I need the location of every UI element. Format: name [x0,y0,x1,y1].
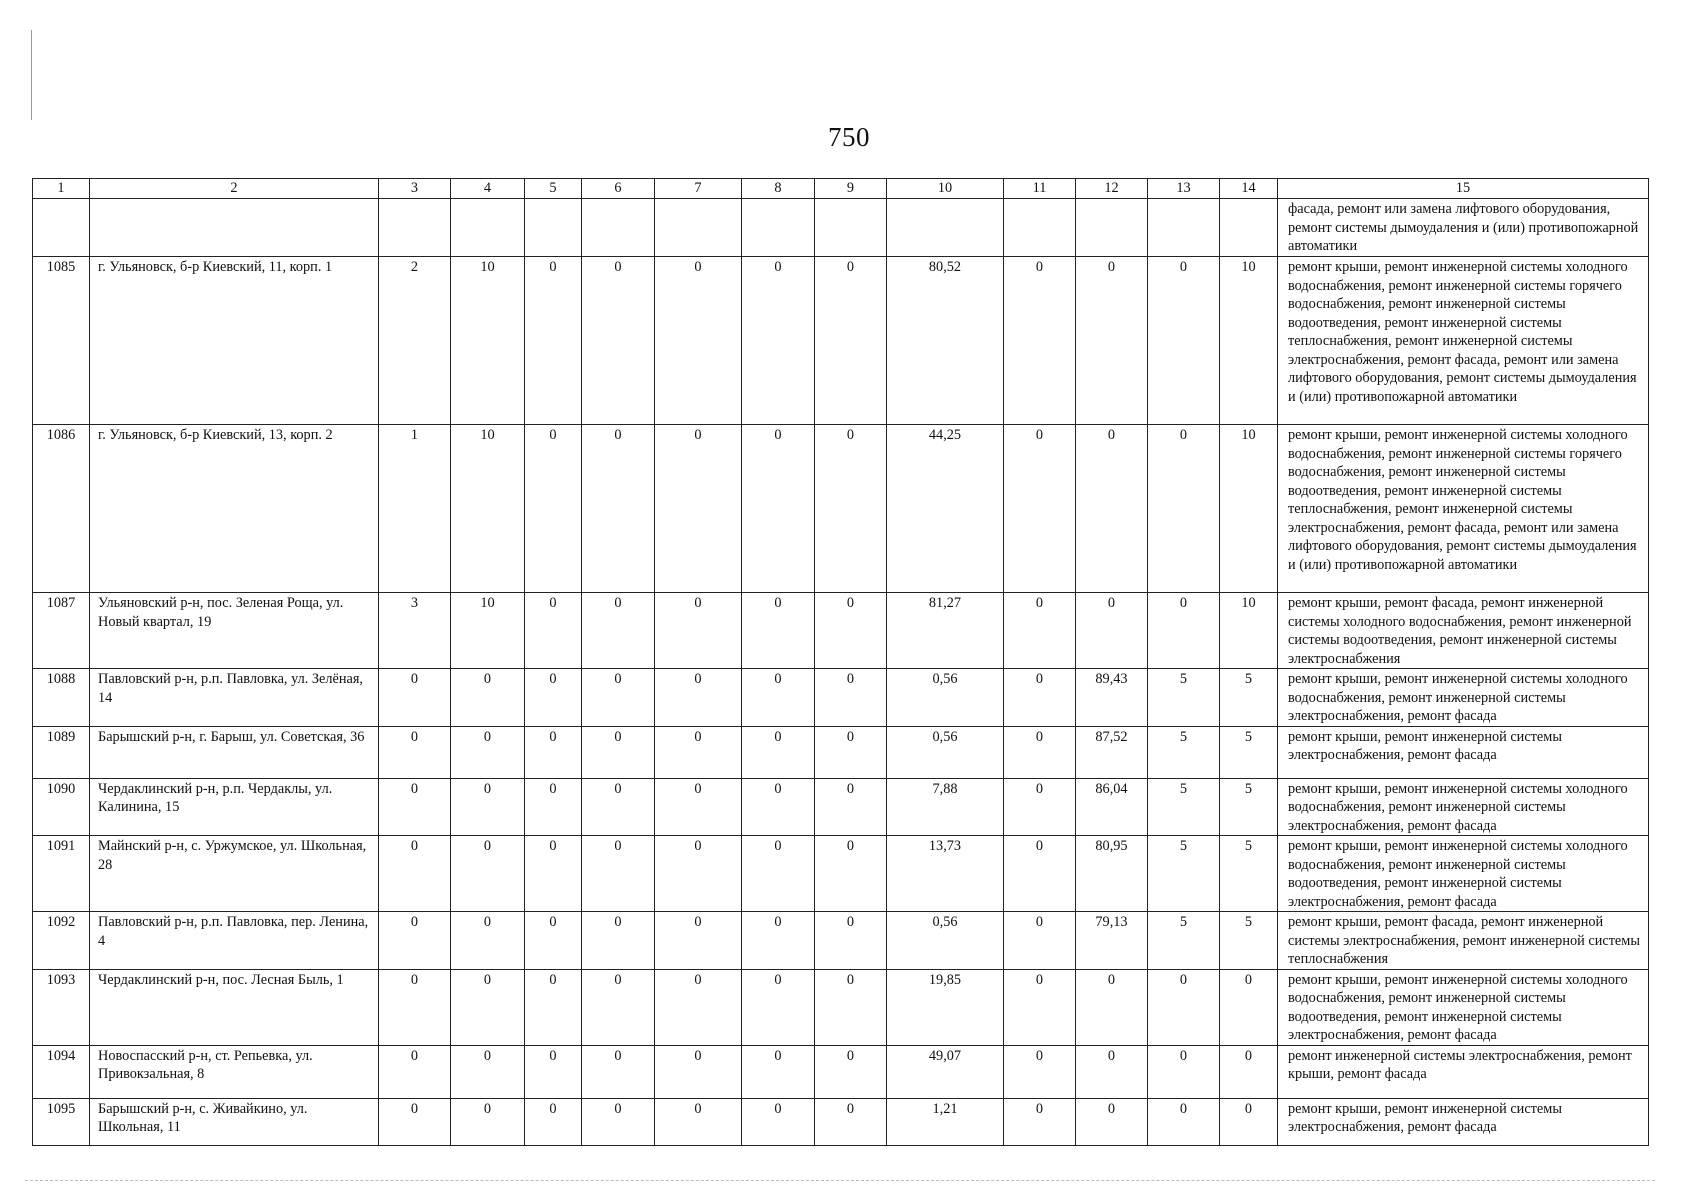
page-edge-line [31,30,32,120]
works-list-cell: ремонт инженерной системы электроснабжения, ремонт крыши, ремонт фасада [1278,1045,1649,1098]
cell-col-13: 5 [1148,778,1220,836]
cell-col-11 [1004,199,1076,257]
cell-col-3: 0 [379,912,451,970]
table-row [33,425,1649,593]
cell-col-6: 0 [582,669,655,727]
cell-col-5: 0 [525,912,582,970]
cell-col-5: 0 [525,778,582,836]
cell-col-4: 0 [451,669,525,727]
cell-col-5: 0 [525,1098,582,1145]
cell-col-12: 79,13 [1076,912,1148,970]
cell-col-8: 0 [742,778,815,836]
table-row [33,199,1649,257]
cell-col-6 [582,199,655,257]
address-cell: Барышский р-н, г. Барыш, ул. Советская, 36 [90,726,379,778]
works-list-cell: ремонт крыши, ремонт фасада, ремонт инженерной системы электроснабжения, ремонт инженерной системы теплоснабжения [1278,912,1649,970]
cell-col-9: 0 [815,593,887,669]
cell-col-6: 0 [582,912,655,970]
row-number-cell: 1094 [33,1045,90,1098]
cell-col-10: 44,25 [887,425,1004,593]
column-header-4: 4 [451,179,525,199]
cell-col-6: 0 [582,257,655,425]
works-list-cell: ремонт крыши, ремонт инженерной системы холодного водоснабжения, ремонт инженерной системы водоотведения, ремонт инженерной системы электроснабжения, ремонт фасада [1278,836,1649,912]
cell-col-10: 19,85 [887,969,1004,1045]
address-cell: Ульяновский р-н, пос. Зеленая Роща, ул. Новый квартал, 19 [90,593,379,669]
row-number-cell: 1091 [33,836,90,912]
table-row [33,1045,1649,1098]
cell-col-12: 0 [1076,1045,1148,1098]
column-header-8: 8 [742,179,815,199]
cell-col-6: 0 [582,1098,655,1145]
cell-col-8: 0 [742,836,815,912]
cell-col-10: 81,27 [887,593,1004,669]
cell-col-14: 10 [1220,257,1278,425]
row-number-cell: 1095 [33,1098,90,1145]
cell-col-12: 80,95 [1076,836,1148,912]
cell-col-9 [815,199,887,257]
cell-col-13: 0 [1148,425,1220,593]
cell-col-12: 0 [1076,257,1148,425]
cell-col-6: 0 [582,778,655,836]
cell-col-8: 0 [742,1045,815,1098]
table-row [33,836,1649,912]
cell-col-14: 5 [1220,778,1278,836]
cell-col-11: 0 [1004,1045,1076,1098]
table-row [33,969,1649,1045]
table-container [32,178,1648,1146]
cell-col-9: 0 [815,726,887,778]
cell-col-12: 87,52 [1076,726,1148,778]
works-list-cell: ремонт крыши, ремонт инженерной системы холодного водоснабжения, ремонт инженерной системы горячего водоснабжения, ремонт инженерной системы водоотведения, ремонт инженерной системы теплоснабжения, ремонт инженерной системы электроснабжения, ремонт фасада, ремонт или замена лифтового оборудования, ремонт системы дымоудаления и (или) противопожарной автоматики [1278,425,1649,593]
column-header-7: 7 [655,179,742,199]
column-header-14: 14 [1220,179,1278,199]
cell-col-8: 0 [742,257,815,425]
cell-col-10: 7,88 [887,778,1004,836]
cell-col-9: 0 [815,1045,887,1098]
cell-col-11: 0 [1004,836,1076,912]
cell-col-7: 0 [655,726,742,778]
cell-col-5: 0 [525,425,582,593]
works-list-cell: ремонт крыши, ремонт фасада, ремонт инженерной системы холодного водоснабжения, ремонт инженерной системы водоотведения, ремонт инженерной системы электроснабжения [1278,593,1649,669]
cell-col-13: 5 [1148,912,1220,970]
cell-col-4: 10 [451,593,525,669]
cell-col-9: 0 [815,912,887,970]
cell-col-6: 0 [582,969,655,1045]
cell-col-12: 0 [1076,425,1148,593]
cell-col-10: 0,56 [887,726,1004,778]
column-header-2: 2 [90,179,379,199]
cell-col-7 [655,199,742,257]
cell-col-10: 1,21 [887,1098,1004,1145]
cell-col-5 [525,199,582,257]
works-list-cell: ремонт крыши, ремонт инженерной системы холодного водоснабжения, ремонт инженерной системы электроснабжения, ремонт фасада [1278,669,1649,727]
cell-col-3: 0 [379,1045,451,1098]
cell-col-4: 0 [451,836,525,912]
works-list-cell: ремонт крыши, ремонт инженерной системы холодного водоснабжения, ремонт инженерной системы электроснабжения, ремонт фасада [1278,778,1649,836]
cell-col-14 [1220,199,1278,257]
address-cell [90,199,379,257]
cell-col-11: 0 [1004,669,1076,727]
cell-col-3: 1 [379,425,451,593]
cell-col-11: 0 [1004,425,1076,593]
cell-col-3: 0 [379,726,451,778]
cell-col-11: 0 [1004,726,1076,778]
cell-col-13: 5 [1148,726,1220,778]
column-header-3: 3 [379,179,451,199]
cell-col-6: 0 [582,836,655,912]
column-header-9: 9 [815,179,887,199]
cell-col-11: 0 [1004,1098,1076,1145]
cell-col-4: 10 [451,425,525,593]
cell-col-3: 0 [379,836,451,912]
address-cell: Майнский р-н, с. Уржумское, ул. Школьная, 28 [90,836,379,912]
cell-col-14: 0 [1220,1045,1278,1098]
cell-col-11: 0 [1004,593,1076,669]
cell-col-14: 5 [1220,912,1278,970]
cell-col-4: 0 [451,778,525,836]
address-cell: г. Ульяновск, б-р Киевский, 13, корп. 2 [90,425,379,593]
cell-col-5: 0 [525,969,582,1045]
column-header-6: 6 [582,179,655,199]
cell-col-10: 13,73 [887,836,1004,912]
cell-col-3: 0 [379,969,451,1045]
column-header-11: 11 [1004,179,1076,199]
cell-col-9: 0 [815,257,887,425]
cell-col-10: 80,52 [887,257,1004,425]
cell-col-4: 0 [451,726,525,778]
works-list-cell: ремонт крыши, ремонт инженерной системы электроснабжения, ремонт фасада [1278,726,1649,778]
cell-col-3: 0 [379,778,451,836]
address-cell: Чердаклинский р-н, пос. Лесная Быль, 1 [90,969,379,1045]
cell-col-4 [451,199,525,257]
table-body [33,199,1649,1146]
row-number-cell: 1092 [33,912,90,970]
cell-col-7: 0 [655,1045,742,1098]
cell-col-7: 0 [655,836,742,912]
cell-col-5: 0 [525,1045,582,1098]
table-row [33,778,1649,836]
cell-col-12: 86,04 [1076,778,1148,836]
cell-col-4: 0 [451,1098,525,1145]
cell-col-5: 0 [525,726,582,778]
cell-col-11: 0 [1004,778,1076,836]
cell-col-10: 49,07 [887,1045,1004,1098]
cell-col-7: 0 [655,969,742,1045]
cell-col-9: 0 [815,669,887,727]
table-row [33,593,1649,669]
works-list-cell: ремонт крыши, ремонт инженерной системы холодного водоснабжения, ремонт инженерной системы водоотведения, ремонт инженерной системы электроснабжения, ремонт фасада [1278,969,1649,1045]
column-header-5: 5 [525,179,582,199]
cell-col-7: 0 [655,1098,742,1145]
table-row [33,726,1649,778]
cell-col-10: 0,56 [887,669,1004,727]
table-row [33,1098,1649,1145]
cell-col-4: 0 [451,1045,525,1098]
cell-col-13: 5 [1148,836,1220,912]
cell-col-5: 0 [525,257,582,425]
works-list-cell: фасада, ремонт или замена лифтового оборудования, ремонт системы дымоудаления и (или) противопожарной автоматики [1278,199,1649,257]
cell-col-9: 0 [815,836,887,912]
cell-col-14: 5 [1220,669,1278,727]
row-number-cell: 1090 [33,778,90,836]
cell-col-8: 0 [742,425,815,593]
cell-col-13: 0 [1148,257,1220,425]
cell-col-11: 0 [1004,257,1076,425]
table-row [33,912,1649,970]
address-cell: Новоспасский р-н, ст. Репьевка, ул. Привокзальная, 8 [90,1045,379,1098]
address-cell: Павловский р-н, р.п. Павловка, ул. Зелёная, 14 [90,669,379,727]
cell-col-3: 0 [379,1098,451,1145]
works-list-cell: ремонт крыши, ремонт инженерной системы холодного водоснабжения, ремонт инженерной системы горячего водоснабжения, ремонт инженерной системы водоотведения, ремонт инженерной системы теплоснабжения, ремонт инженерной системы электроснабжения, ремонт фасада, ремонт или замена лифтового оборудования, ремонт системы дымоудаления и (или) противопожарной автоматики [1278,257,1649,425]
cell-col-12 [1076,199,1148,257]
cell-col-7: 0 [655,778,742,836]
column-number-row [33,179,1649,199]
cell-col-4: 0 [451,969,525,1045]
cell-col-8: 0 [742,669,815,727]
works-list-cell: ремонт крыши, ремонт инженерной системы электроснабжения, ремонт фасада [1278,1098,1649,1145]
cell-col-4: 10 [451,257,525,425]
address-cell: Павловский р-н, р.п. Павловка, пер. Ленина, 4 [90,912,379,970]
cell-col-13: 0 [1148,969,1220,1045]
cell-col-5: 0 [525,836,582,912]
cell-col-8: 0 [742,1098,815,1145]
cell-col-3: 2 [379,257,451,425]
cell-col-3: 0 [379,669,451,727]
cell-col-10 [887,199,1004,257]
row-number-cell [33,199,90,257]
row-number-cell: 1093 [33,969,90,1045]
column-header-15: 15 [1278,179,1649,199]
cell-col-14: 5 [1220,726,1278,778]
cell-col-6: 0 [582,1045,655,1098]
cell-col-6: 0 [582,593,655,669]
cell-col-7: 0 [655,425,742,593]
cell-col-5: 0 [525,669,582,727]
cell-col-14: 5 [1220,836,1278,912]
cell-col-10: 0,56 [887,912,1004,970]
repair-program-table [32,178,1649,1146]
scan-edge-line [25,1180,1655,1181]
column-header-13: 13 [1148,179,1220,199]
cell-col-13 [1148,199,1220,257]
page-number: 750 [828,122,870,152]
cell-col-11: 0 [1004,912,1076,970]
cell-col-8: 0 [742,726,815,778]
cell-col-12: 89,43 [1076,669,1148,727]
cell-col-9: 0 [815,425,887,593]
cell-col-14: 10 [1220,425,1278,593]
row-number-cell: 1087 [33,593,90,669]
cell-col-7: 0 [655,669,742,727]
row-number-cell: 1089 [33,726,90,778]
cell-col-14: 10 [1220,593,1278,669]
cell-col-13: 0 [1148,1098,1220,1145]
cell-col-3: 3 [379,593,451,669]
cell-col-12: 0 [1076,593,1148,669]
column-header-12: 12 [1076,179,1148,199]
cell-col-12: 0 [1076,1098,1148,1145]
cell-col-7: 0 [655,593,742,669]
cell-col-6: 0 [582,425,655,593]
column-header-1: 1 [33,179,90,199]
cell-col-11: 0 [1004,969,1076,1045]
row-number-cell: 1086 [33,425,90,593]
row-number-cell: 1088 [33,669,90,727]
cell-col-9: 0 [815,1098,887,1145]
cell-col-9: 0 [815,778,887,836]
cell-col-13: 5 [1148,669,1220,727]
cell-col-12: 0 [1076,969,1148,1045]
address-cell: Чердаклинский р-н, р.п. Чердаклы, ул. Калинина, 15 [90,778,379,836]
cell-col-7: 0 [655,912,742,970]
cell-col-8 [742,199,815,257]
table-row [33,669,1649,727]
cell-col-8: 0 [742,912,815,970]
cell-col-7: 0 [655,257,742,425]
cell-col-4: 0 [451,912,525,970]
cell-col-5: 0 [525,593,582,669]
table-row [33,257,1649,425]
cell-col-8: 0 [742,593,815,669]
cell-col-13: 0 [1148,1045,1220,1098]
cell-col-8: 0 [742,969,815,1045]
column-header-10: 10 [887,179,1004,199]
cell-col-14: 0 [1220,1098,1278,1145]
address-cell: Барышский р-н, с. Живайкино, ул. Школьная, 11 [90,1098,379,1145]
row-number-cell: 1085 [33,257,90,425]
cell-col-9: 0 [815,969,887,1045]
cell-col-13: 0 [1148,593,1220,669]
cell-col-3 [379,199,451,257]
cell-col-14: 0 [1220,969,1278,1045]
address-cell: г. Ульяновск, б-р Киевский, 11, корп. 1 [90,257,379,425]
cell-col-6: 0 [582,726,655,778]
